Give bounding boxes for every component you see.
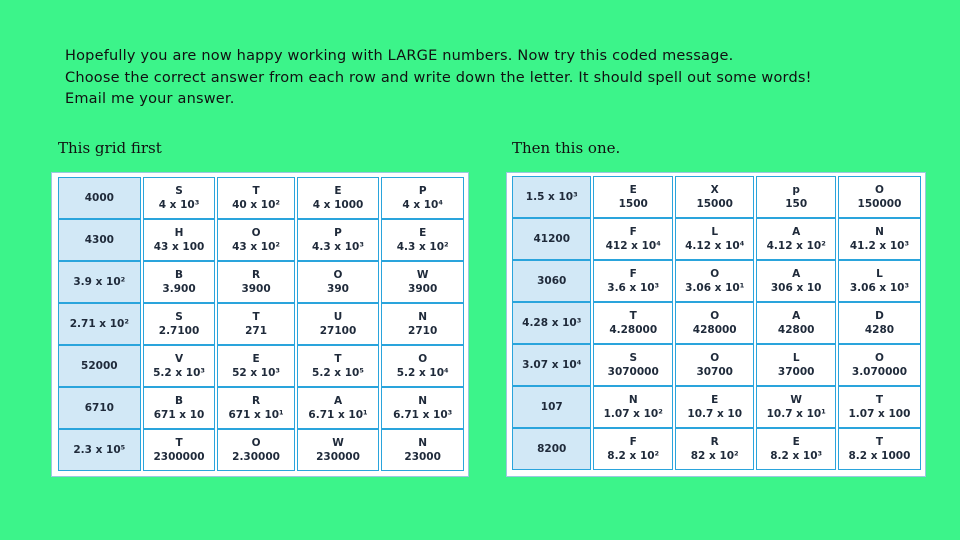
answer-value: 6.71 x 10³: [393, 409, 453, 421]
answer-letter: T: [252, 311, 260, 323]
answer-cell: [756, 428, 835, 470]
answer-cell: [381, 303, 464, 345]
answer-cell: [838, 302, 921, 344]
answer-cell: [381, 429, 464, 471]
answer-cell: [756, 218, 835, 260]
answer-cell: [593, 176, 672, 218]
answer-letter: E: [252, 353, 260, 365]
grid-row: [58, 387, 464, 429]
answer-cell: [297, 345, 380, 387]
answer-letter: E: [792, 436, 800, 448]
answer-cell: [593, 218, 672, 260]
answer-value: 41.2 x 10³: [849, 240, 910, 252]
answer-cell: [838, 176, 921, 218]
answer-cell: [143, 303, 216, 345]
answer-value: 4 x 1000: [312, 199, 364, 211]
question-cell: 6710: [58, 387, 141, 429]
answer-value: 390: [327, 283, 349, 295]
answer-value: 27100: [319, 325, 357, 337]
answer-letter: O: [875, 184, 884, 196]
answer-letter: R: [252, 395, 261, 407]
answer-letter: N: [875, 226, 884, 238]
answer-letter: D: [875, 310, 884, 322]
question-cell: 4.28 x 10³: [512, 302, 591, 344]
answer-cell: [675, 344, 754, 386]
answer-letter: S: [629, 352, 637, 364]
grid-row: [512, 218, 921, 260]
answer-letter: N: [418, 437, 428, 449]
question-cell: 107: [512, 386, 591, 428]
answer-letter: F: [629, 268, 637, 280]
grid-row: [512, 428, 921, 470]
answer-cell: [756, 176, 835, 218]
answer-value: 30700: [696, 366, 733, 378]
answer-cell: [381, 219, 464, 261]
answer-letter: R: [252, 269, 261, 281]
answer-cell: [381, 345, 464, 387]
grid-row: [512, 176, 921, 218]
answer-value: 10.7 x 10: [687, 408, 743, 420]
answer-value: 3900: [241, 283, 271, 295]
answer-value: 4.3 x 10³: [312, 241, 364, 253]
question-cell: 4300: [58, 219, 141, 261]
answer-cell: [756, 260, 835, 302]
answer-value: 1.07 x 100: [848, 408, 911, 420]
instructions: [65, 46, 812, 111]
answer-value: 3.06 x 10³: [849, 282, 910, 294]
answer-value: 3.06 x 10¹: [685, 282, 745, 294]
answer-letter: V: [174, 353, 184, 365]
answer-cell: [381, 387, 464, 429]
answer-letter: W: [416, 269, 429, 281]
answer-cell: [838, 218, 921, 260]
answer-value: 8.2 x 10²: [607, 450, 660, 462]
question-cell: 4000: [58, 177, 141, 219]
grid-row: [512, 344, 921, 386]
answer-value: 428000: [692, 324, 737, 336]
answer-letter: H: [174, 227, 184, 239]
grid-row: [512, 386, 921, 428]
answer-cell: [217, 261, 294, 303]
answer-letter: S: [175, 185, 183, 197]
answer-cell: [217, 387, 294, 429]
instruction-line-2: Choose the correct answer from each row and write down the letter. It should spell out some words!: [65, 69, 812, 86]
answer-cell: [593, 260, 672, 302]
answer-letter: R: [710, 436, 719, 448]
answer-value: 15000: [696, 198, 733, 210]
answer-value: 3070000: [607, 366, 659, 378]
answer-cell: [297, 303, 380, 345]
question-cell: 1.5 x 10³: [512, 176, 591, 218]
answer-letter: P: [418, 185, 427, 197]
answer-cell: [381, 177, 464, 219]
answer-value: 4.28000: [609, 324, 658, 336]
left-grid-body: [58, 177, 464, 471]
instruction-line-1: Hopefully you are now happy working with LARGE numbers. Now try this coded message.: [65, 48, 734, 64]
answer-cell: [756, 302, 835, 344]
grid-row: [58, 345, 464, 387]
answer-cell: [143, 345, 216, 387]
answer-letter: E: [629, 184, 637, 196]
answer-letter: F: [629, 226, 637, 238]
answer-letter: A: [792, 310, 801, 322]
answer-cell: [838, 386, 921, 428]
answer-cell: [675, 218, 754, 260]
answer-value: 671 x 10¹: [228, 409, 284, 421]
answer-letter: O: [418, 353, 428, 365]
question-cell: 3.07 x 10⁴: [512, 344, 591, 386]
question-cell: 41200: [512, 218, 591, 260]
question-cell: 8200: [512, 428, 591, 470]
left-grid-caption: This grid first: [58, 139, 162, 157]
instruction-line-3: Email me your answer.: [65, 91, 235, 107]
answer-letter: B: [175, 395, 184, 407]
answer-letter: B: [175, 269, 184, 281]
answer-value: 306 x 10: [770, 282, 822, 294]
question-cell: 3.9 x 10²: [58, 261, 141, 303]
answer-letter: L: [711, 226, 719, 238]
answer-value: 52 x 10³: [232, 367, 280, 379]
answer-value: 10.7 x 10¹: [766, 408, 826, 420]
answer-cell: [143, 219, 216, 261]
answer-letter: p: [792, 184, 800, 196]
answer-letter: T: [629, 310, 637, 322]
answer-letter: O: [710, 310, 720, 322]
answer-cell: [297, 429, 380, 471]
grid-row: [58, 429, 464, 471]
answer-value: 40 x 10²: [232, 199, 280, 211]
grid-row: [58, 177, 464, 219]
answer-letter: E: [334, 185, 342, 197]
answer-letter: L: [876, 268, 883, 280]
answer-letter: O: [875, 352, 884, 364]
answer-letter: S: [175, 311, 183, 323]
answer-value: 23000: [404, 451, 441, 463]
answer-value: 2.7100: [158, 325, 200, 337]
answer-value: 671 x 10: [153, 409, 205, 421]
answer-value: 43 x 10²: [232, 241, 280, 253]
answer-value: 5.2 x 10⁴: [396, 367, 449, 379]
answer-cell: [143, 177, 216, 219]
answer-letter: T: [175, 437, 183, 449]
answer-value: 4.12 x 10⁴: [685, 240, 745, 252]
question-cell: 52000: [58, 345, 141, 387]
question-cell: 2.3 x 10⁵: [58, 429, 141, 471]
answer-value: 6.71 x 10¹: [308, 409, 368, 421]
answer-cell: [143, 261, 216, 303]
answer-cell: [217, 219, 294, 261]
answer-value: 3.900: [162, 283, 196, 295]
answer-value: 4 x 10⁴: [402, 199, 443, 211]
answer-letter: E: [419, 227, 427, 239]
answer-cell: [381, 261, 464, 303]
answer-value: 5.2 x 10⁵: [312, 367, 364, 379]
question-cell: 3060: [512, 260, 591, 302]
answer-value: 4.12 x 10²: [766, 240, 826, 252]
answer-letter: F: [629, 436, 637, 448]
right-code-grid: [506, 172, 926, 477]
answer-letter: A: [792, 268, 801, 280]
right-grid-body: [512, 176, 921, 470]
grid-row: [58, 303, 464, 345]
answer-letter: L: [792, 352, 800, 364]
answer-letter: A: [333, 395, 343, 407]
answer-letter: A: [792, 226, 801, 238]
answer-value: 43 x 100: [153, 241, 205, 253]
answer-value: 8.2 x 10³: [770, 450, 823, 462]
answer-letter: N: [418, 395, 428, 407]
answer-value: 42800: [777, 324, 815, 336]
question-cell: 2.71 x 10²: [58, 303, 141, 345]
answer-value: 5.2 x 10³: [153, 367, 205, 379]
answer-cell: [297, 261, 380, 303]
answer-cell: [838, 260, 921, 302]
answer-cell: [756, 344, 835, 386]
answer-cell: [217, 177, 294, 219]
answer-cell: [838, 428, 921, 470]
answer-value: 271: [245, 325, 268, 337]
answer-letter: O: [251, 227, 261, 239]
answer-cell: [143, 429, 216, 471]
answer-cell: [593, 428, 672, 470]
answer-letter: O: [710, 268, 720, 280]
answer-letter: W: [332, 437, 344, 449]
answer-cell: [675, 386, 754, 428]
answer-value: 82 x 10²: [690, 450, 739, 462]
answer-cell: [593, 344, 672, 386]
answer-cell: [675, 260, 754, 302]
answer-value: 2710: [408, 325, 438, 337]
answer-letter: U: [333, 311, 343, 323]
answer-cell: [217, 345, 294, 387]
answer-value: 3900: [408, 283, 438, 295]
answer-value: 8.2 x 1000: [848, 450, 911, 462]
answer-value: 412 x 10⁴: [605, 240, 661, 252]
answer-value: 150: [785, 198, 808, 210]
answer-letter: W: [790, 394, 802, 406]
grid-row: [512, 260, 921, 302]
answer-value: 4 x 10³: [158, 199, 200, 211]
answer-cell: [756, 386, 835, 428]
answer-letter: T: [252, 185, 260, 197]
answer-letter: O: [251, 437, 261, 449]
answer-value: 2300000: [153, 451, 205, 463]
answer-cell: [217, 429, 294, 471]
answer-value: 3.6 x 10³: [607, 282, 660, 294]
grid-row: [512, 302, 921, 344]
answer-cell: [297, 219, 380, 261]
answer-letter: N: [418, 311, 428, 323]
answer-cell: [675, 176, 754, 218]
answer-letter: X: [710, 184, 719, 196]
answer-value: 37000: [777, 366, 815, 378]
grid-row: [58, 219, 464, 261]
answer-letter: T: [334, 353, 342, 365]
grid-row: [58, 261, 464, 303]
answer-value: 1.07 x 10²: [603, 408, 663, 420]
answer-letter: N: [628, 394, 638, 406]
right-grid-caption: Then this one.: [512, 139, 621, 157]
answer-cell: [593, 386, 672, 428]
answer-letter: T: [875, 394, 884, 406]
answer-cell: [593, 302, 672, 344]
left-code-grid: [51, 172, 469, 477]
answer-cell: [143, 387, 216, 429]
answer-letter: P: [334, 227, 342, 239]
answer-cell: [297, 387, 380, 429]
answer-letter: T: [875, 436, 884, 448]
answer-cell: [838, 344, 921, 386]
answer-letter: O: [333, 269, 343, 281]
answer-value: 4.3 x 10²: [396, 241, 449, 253]
answer-cell: [297, 177, 380, 219]
answer-cell: [217, 303, 294, 345]
answer-value: 230000: [316, 451, 360, 463]
answer-cell: [675, 302, 754, 344]
answer-value: 3.070000: [851, 366, 908, 378]
answer-value: 4280: [864, 324, 895, 336]
answer-value: 1500: [618, 198, 648, 210]
answer-value: 150000: [857, 198, 902, 210]
answer-letter: E: [711, 394, 719, 406]
answer-letter: O: [710, 352, 720, 364]
answer-cell: [675, 428, 754, 470]
answer-value: 2.30000: [232, 451, 280, 463]
